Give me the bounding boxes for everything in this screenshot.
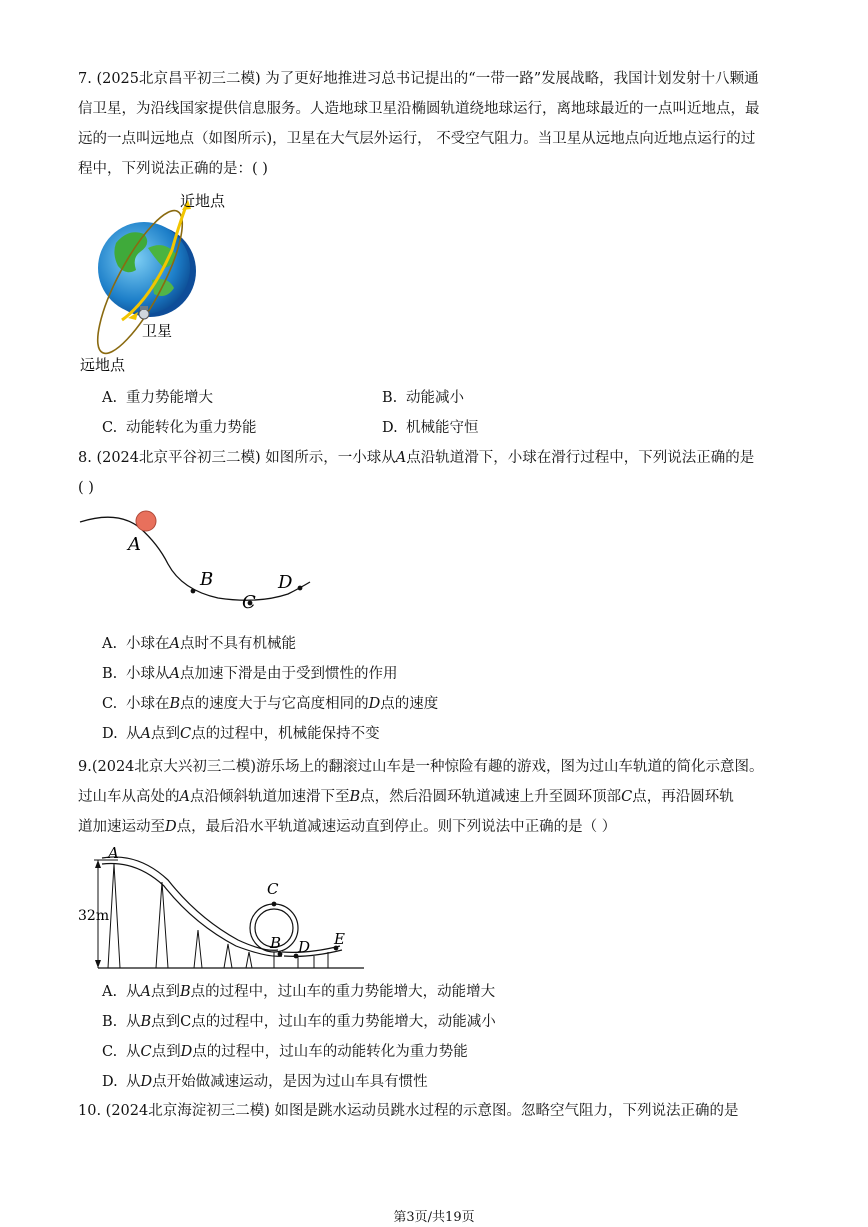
point-b-label: B [200, 569, 214, 590]
question-8-line-2: ( ) [78, 480, 94, 496]
question-10-line-1: 10. (2024北京海淀初三二模) 如图是跳水运动员跳水过程的示意图。忽略空气阻力，下列说法正确的是 [78, 1103, 739, 1119]
curved-track [80, 517, 310, 600]
question-8-option-d[interactable]: D. 从A点到C点的过程中，机械能保持不变 [102, 726, 380, 742]
question-7 [78, 64, 794, 184]
question-7-option-b[interactable]: B. 动能减小 [382, 390, 464, 406]
perigee-label: 近地点 [180, 192, 226, 210]
ball-icon [136, 511, 156, 531]
question-9-line-3: 道加速运动至D点，最后沿水平轨道减速运动直到停止。则下列说法中正确的是（ ） [78, 819, 617, 835]
question-9-option-c[interactable]: C. 从C点到D点的过程中，过山车的动能转化为重力势能 [102, 1044, 468, 1060]
question-8 [78, 443, 794, 503]
question-7-option-a[interactable]: A. 重力势能增大 [102, 390, 213, 406]
question-7-line-3: 远的一点叫远地点（如图所示)，卫星在大气层外运行， 不受空气阻力。当卫星从远地点向近地点运行的过 [78, 131, 756, 147]
point-d-label: D [298, 938, 311, 956]
question-8-option-b[interactable]: B. 小球从A点加速下滑是由于受到惯性的作用 [102, 666, 398, 682]
point-a-label: A [128, 534, 141, 555]
arrow-up-icon [95, 860, 101, 868]
satellite-icon [139, 306, 149, 319]
point-c-label: C [242, 592, 256, 613]
question-9-source: (2024北京大兴初三二模) [91, 759, 257, 775]
question-8-line-1: 8. (2024北京平谷初三二模) 如图所示，一小球从A点沿轨道滑下，小球在滑行过程中，下列说法正确的是 [78, 450, 755, 466]
question-9-option-a[interactable]: A. 从A点到B点的过程中，过山车的重力势能增大，动能增大 [102, 984, 496, 1000]
point-d-label: D [278, 572, 293, 593]
point-b-dot [278, 952, 283, 957]
question-7-line-4: 程中，下列说法正确的是：( ) [78, 161, 268, 177]
question-8-option-a[interactable]: A. 小球在A点时不具有机械能 [102, 636, 296, 652]
question-7-line-2: 信卫星，为沿线国家提供信息服务。人造地球卫星沿椭圆轨道绕地球运行，离地球最近的一点叫近地点，最 [78, 101, 760, 117]
question-7-option-d[interactable]: D. 机械能守恒 [382, 420, 479, 436]
satellite-label: 卫星 [142, 322, 173, 340]
point-c-label: C [267, 880, 279, 898]
exit-rail-upper [282, 946, 340, 952]
arrow-down-icon [95, 960, 101, 968]
question-9-line-2: 过山车从高处的A点沿倾斜轨道加速滑下至B点，然后沿圆环轨道减速上升至圆环顶部C点，再沿圆环轨 [78, 789, 734, 805]
question-9-option-b[interactable]: B. 从B点到C点的过程中，过山车的重力势能增大，动能减小 [102, 1014, 496, 1030]
question-8-option-c[interactable]: C. 小球在B点的速度大于与它高度相同的D点的速度 [102, 696, 439, 712]
point-d-dot [298, 586, 303, 591]
question-9-option-d[interactable]: D. 从D点开始做减速运动，是因为过山车具有惯性 [102, 1074, 428, 1090]
point-c-dot [272, 902, 277, 907]
point-a-label: A [108, 844, 119, 862]
question-9-line-1: 9.(2024北京大兴初三二模)游乐场上的翻滚过山车是一种惊险有趣的游戏，图为过山车轨道的简化示意图。 [78, 759, 764, 775]
question-10 [78, 1096, 794, 1126]
roller-coaster-figure [78, 840, 378, 974]
page-footer: 第3页/共19页 [393, 1210, 475, 1225]
question-7-source: (2025北京昌平初三二模) [96, 71, 261, 87]
question-10-source: (2024北京海淀初三二模) [105, 1103, 270, 1119]
apogee-label: 远地点 [80, 356, 126, 374]
question-7-line-1: 7. (2025北京昌平初三二模) 为了更好地推进习总书记提出的“一带一路”发展战略，我国计划发射十八颗通 [78, 71, 759, 87]
point-b-label: B [270, 934, 282, 952]
point-e-label: E [334, 930, 345, 948]
satellite-orbit-figure [78, 188, 238, 378]
question-7-option-c[interactable]: C. 动能转化为重力势能 [102, 420, 257, 436]
question-9 [78, 752, 794, 842]
point-b-dot [191, 589, 196, 594]
ball-track-figure [78, 508, 318, 616]
question-8-source: (2024北京平谷初三二模) [96, 450, 261, 466]
height-label: 32m [78, 908, 110, 924]
